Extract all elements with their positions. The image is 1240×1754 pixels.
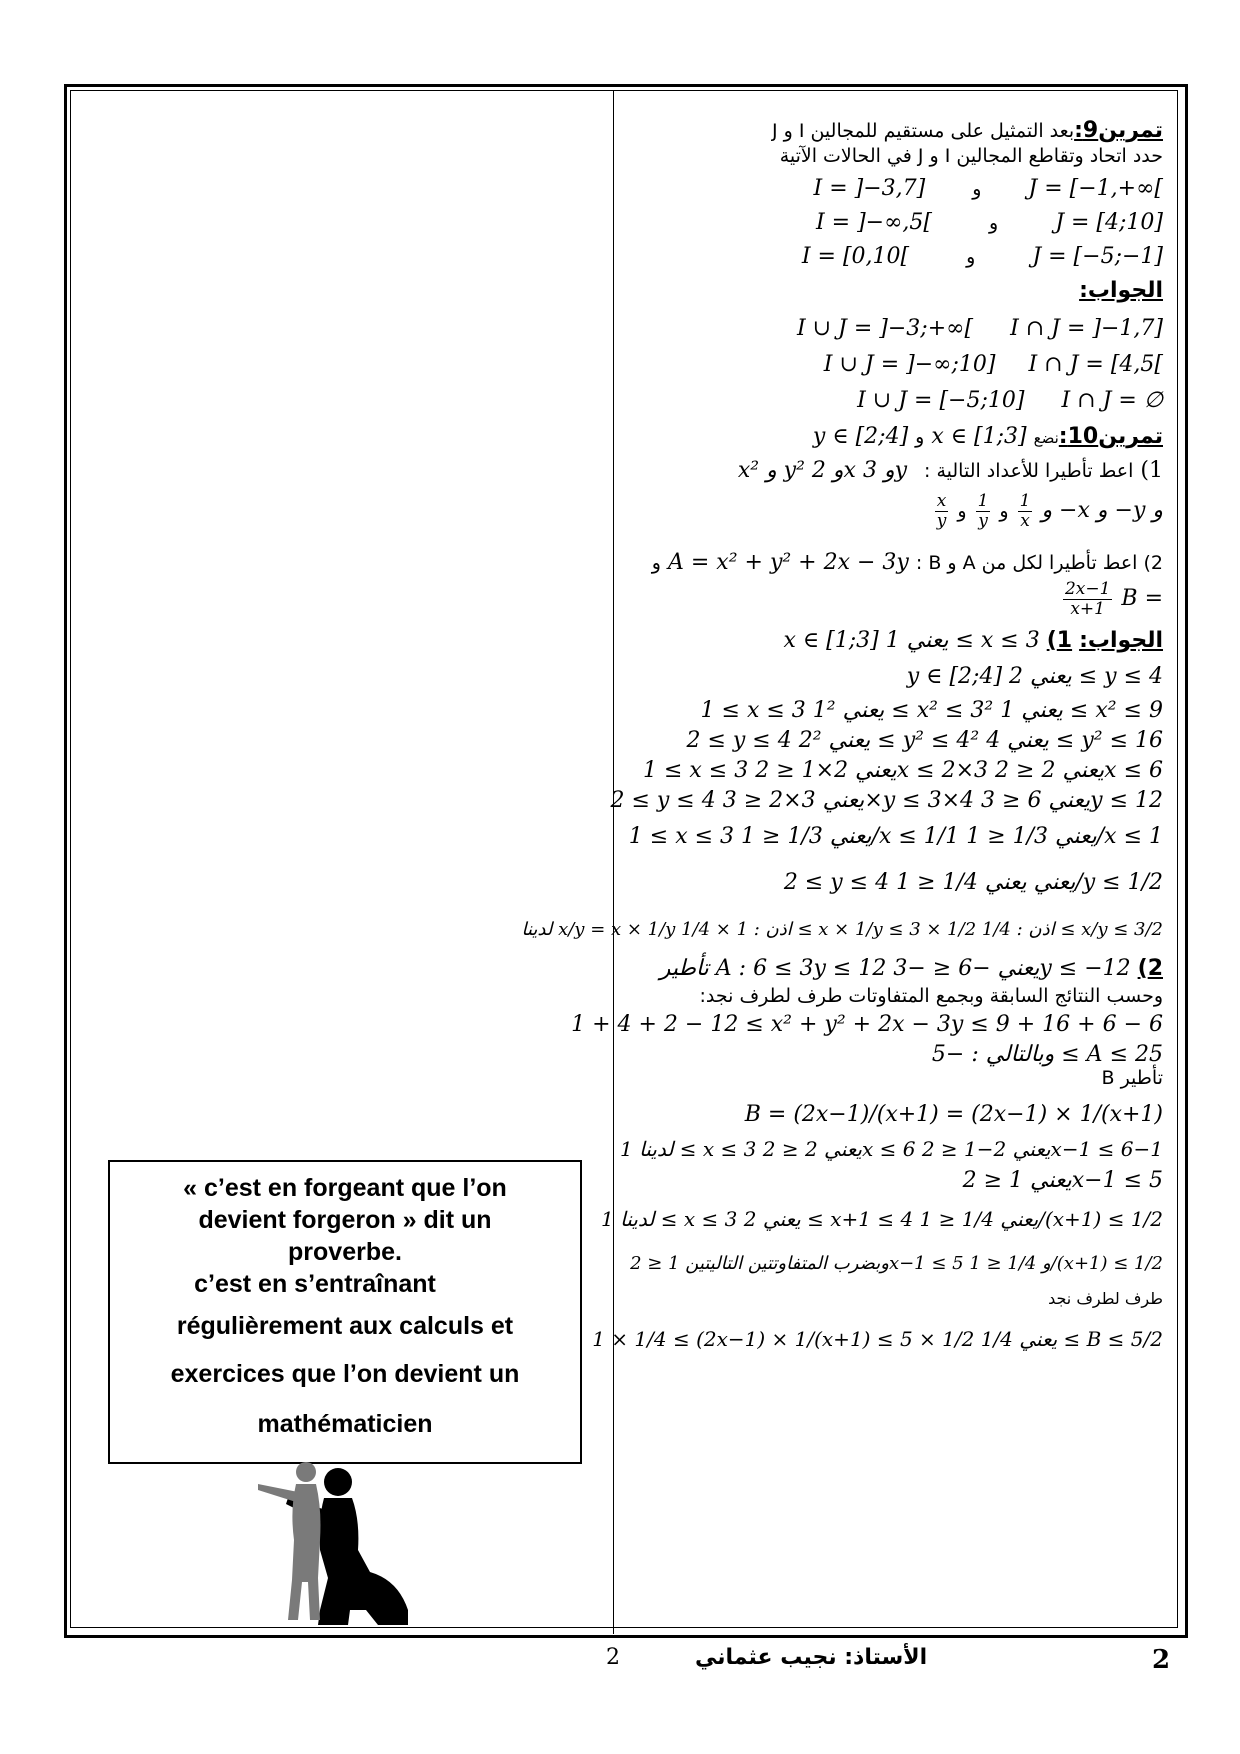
step-3: 1 ≤ x ≤ 3 يعني 1² ≤ x² ≤ 3² يعني 1 ≤ x² ≤ 9: [700, 698, 1163, 723]
exercise10-q1-terms2: و −x و −y و $\frac{1}{x}$ و $\frac{1}{y}$ و $\frac{x}{y}$: [936, 491, 1163, 531]
case2-J: J = [4;10]: [1055, 210, 1163, 235]
case1-sep: و: [972, 178, 982, 200]
q2-B-lhs: B =: [1121, 586, 1163, 612]
step-17: يعني 1 ≤ 2x−1 ≤ 5: [962, 1168, 1163, 1193]
case2-sep: و: [989, 212, 999, 234]
quote-line-7: mathématicien: [257, 1410, 433, 1438]
q1-terms2-neg: و −x و −y و: [1041, 498, 1163, 524]
exercises-column: [521, 118, 1163, 1618]
exercise9-title: تمرين9:: [1074, 118, 1163, 143]
quote-line-1: « c’est en forgeant que l’on: [183, 1174, 507, 1202]
part1-label: 1): [1046, 628, 1073, 653]
quote-line-5: régulièrement aux calculs et: [176, 1312, 514, 1340]
exercise10-title: تمرين10:: [1058, 424, 1163, 449]
exercise9-intro1: بعد التمثيل على مستقيم للمجالين I و J: [771, 120, 1075, 142]
q2-and: و: [651, 552, 661, 574]
step-7: 1 ≤ x ≤ 3 يعني 1/3 ≤ 1/x ≤ 1/1 يعني 1/3 ≤ 1/x ≤ 1: [628, 824, 1163, 849]
quote-box: [108, 1160, 582, 1464]
frac-1-over-y: $\frac{1}{y}$: [977, 491, 989, 531]
step-18: لدينا 1 ≤ x ≤ 3 يعني 2 ≤ x+1 ≤ 4 يعني 1/4 ≤ 1/(x+1) ≤ 1/2: [601, 1207, 1163, 1231]
answer1-inter: I ∩ J = ]−1,7]: [1010, 316, 1163, 341]
frac-x-over-y: $\frac{x}{y}$: [936, 491, 947, 531]
case3-I: I = [0,10[: [801, 244, 910, 269]
part2-label: 2): [1137, 956, 1163, 981]
step-10: [660, 956, 1163, 981]
exercise10-header: [813, 424, 1163, 449]
step-11: وحسب النتائج السابقة وبجمع المتفاوتات طرف لطرف نجد:: [699, 985, 1163, 1007]
step-14: تأطير B: [1101, 1067, 1163, 1089]
teacher-child-silhouette-icon: [258, 1460, 418, 1630]
step-8: 2 ≤ y ≤ 4 يعني يعني 1/4 ≤ 1/y ≤ 1/2: [783, 870, 1163, 895]
quote-line-4: c’est en s’entraînant: [194, 1270, 436, 1298]
footer-author: الأستاذ: نجيب عثماني: [695, 1645, 928, 1670]
exercise10-answer-title: الجواب:: [1079, 628, 1163, 653]
q2-B-fraction: $\frac{2x-1}{x+1}$: [1064, 579, 1111, 619]
q1-terms: x² و y² و 2x و 3y: [737, 458, 908, 483]
answer1-union: I ∪ J = ]−3;+∞[: [796, 316, 974, 341]
step-2: y ∈ [2;4] يعني 2 ≤ y ≤ 4: [906, 664, 1163, 689]
step-6: 2 ≤ y ≤ 4 يعني 3×2 ≤ 3×y ≤ 3×4 يعني 6 ≤ 3y ≤ 12: [610, 788, 1163, 813]
frac-1-over-x: $\frac{1}{x}$: [1019, 491, 1031, 531]
quote-line-6: exercices que l’on devient un: [170, 1360, 520, 1388]
case3-J: J = [−5;−1]: [1032, 244, 1163, 269]
step-20: طرف لطرف نجد: [1048, 1289, 1163, 1308]
exercise10-q2: [652, 550, 1163, 575]
q1-number: 1): [1140, 458, 1163, 483]
exercise9-case-1: [774, 176, 1163, 201]
answer2-union: I ∪ J = ]−∞;10]: [823, 352, 996, 377]
footer-page-number-right: 2: [1152, 1645, 1171, 1675]
step-9: لدينا x/y = x × 1/y اذن : 1 × 1/4 ≤ x × 1/y ≤ 3 × 1/2 اذن : 1/4 ≤ x/y ≤ 3/2: [521, 919, 1163, 940]
exercise10-x-in: x ∈ [1;3]: [931, 424, 1027, 449]
quote-line-2: devient forgeron » dit un: [198, 1206, 492, 1234]
exercise10-q2-B: [1061, 580, 1163, 618]
exercise10-y-in: y ∈ [2;4]: [812, 424, 909, 449]
exercise10-q1: [738, 458, 1163, 483]
answer3-inter: I ∩ J = ∅: [1061, 388, 1163, 413]
case3-sep: و: [966, 246, 976, 268]
footer-page-number-left: 2: [606, 1645, 620, 1670]
step-21: 1 × 1/4 ≤ (2x−1) × 1/(x+1) ≤ 5 × 1/2 يعني 1/4 ≤ B ≤ 5/2: [592, 1327, 1163, 1351]
step-13: وبالتالي : −5 ≤ A ≤ 25: [931, 1042, 1163, 1067]
step-4: 2 ≤ y ≤ 4 يعني 2² ≤ y² ≤ 4² يعني 4 ≤ y² ≤ 16: [686, 728, 1163, 753]
exercise9-answer-title: الجواب:: [1079, 278, 1163, 303]
case2-I: I = ]−∞,5[: [815, 210, 932, 235]
exercise9-answer-1: [797, 316, 1163, 341]
step-1: x ∈ [1;3] يعني 1 ≤ x ≤ 3: [783, 628, 1040, 653]
exercise9-case-2: [776, 210, 1163, 235]
exercise9-answer-3: [857, 388, 1163, 413]
case1-J: J = [−1,+∞[: [1028, 176, 1163, 201]
q1-text: اعط تأطيرا للأعداد التالية :: [924, 460, 1134, 482]
step-12: 1 + 4 + 2 − 12 ≤ x² + y² + 2x − 3y ≤ 9 + 16 + 6 − 6: [571, 1012, 1163, 1037]
answer3-union: I ∪ J = [−5;10]: [857, 388, 1025, 413]
step-10-text: تأطير A : 6 ≤ 3y ≤ 12 يعني −6 ≤ −3y ≤ −12: [659, 956, 1131, 981]
column-divider: [613, 90, 614, 1634]
step-16: لدينا 1 ≤ x ≤ 3 يعني 2 ≤ 2x ≤ 6 يعني 2−1 ≤ 2x−1 ≤ 6−1: [620, 1137, 1163, 1161]
exercise9-answer-2: [824, 352, 1163, 377]
q2-text: 2) اعط تأطيرا لكل من A و B :: [915, 552, 1163, 574]
quote-line-3: proverbe.: [288, 1238, 402, 1266]
exercise9-case-3: [762, 244, 1163, 269]
step-19: وبضرب المتفاوتتين التاليتين 1 ≤ 2x−1 ≤ 5 و 1/4 ≤ 1/(x+1) ≤ 1/2: [630, 1253, 1163, 1274]
case1-I: I = ]−3,7]: [813, 176, 926, 201]
exercise10-and: و: [915, 426, 925, 448]
step-5: 1 ≤ x ≤ 3 يعني 2×1 ≤ 2x ≤ 2×3 يعني 2 ≤ 2x ≤ 6: [642, 758, 1163, 783]
exercise10-put: نضع: [1033, 429, 1059, 447]
step-15: B = (2x−1)/(x+1) = (2x−1) × 1/(x+1): [744, 1102, 1163, 1127]
answer2-inter: I ∩ J = [4,5[: [1028, 352, 1163, 377]
exercise9-header: [772, 118, 1163, 143]
exercise10-answer-header: [784, 628, 1164, 653]
exercise9-intro2: حدد اتحاد وتقاطع المجالين I و J في الحالات الآتية: [779, 145, 1163, 167]
q2-A: A = x² + y² + 2x − 3y: [667, 550, 909, 575]
